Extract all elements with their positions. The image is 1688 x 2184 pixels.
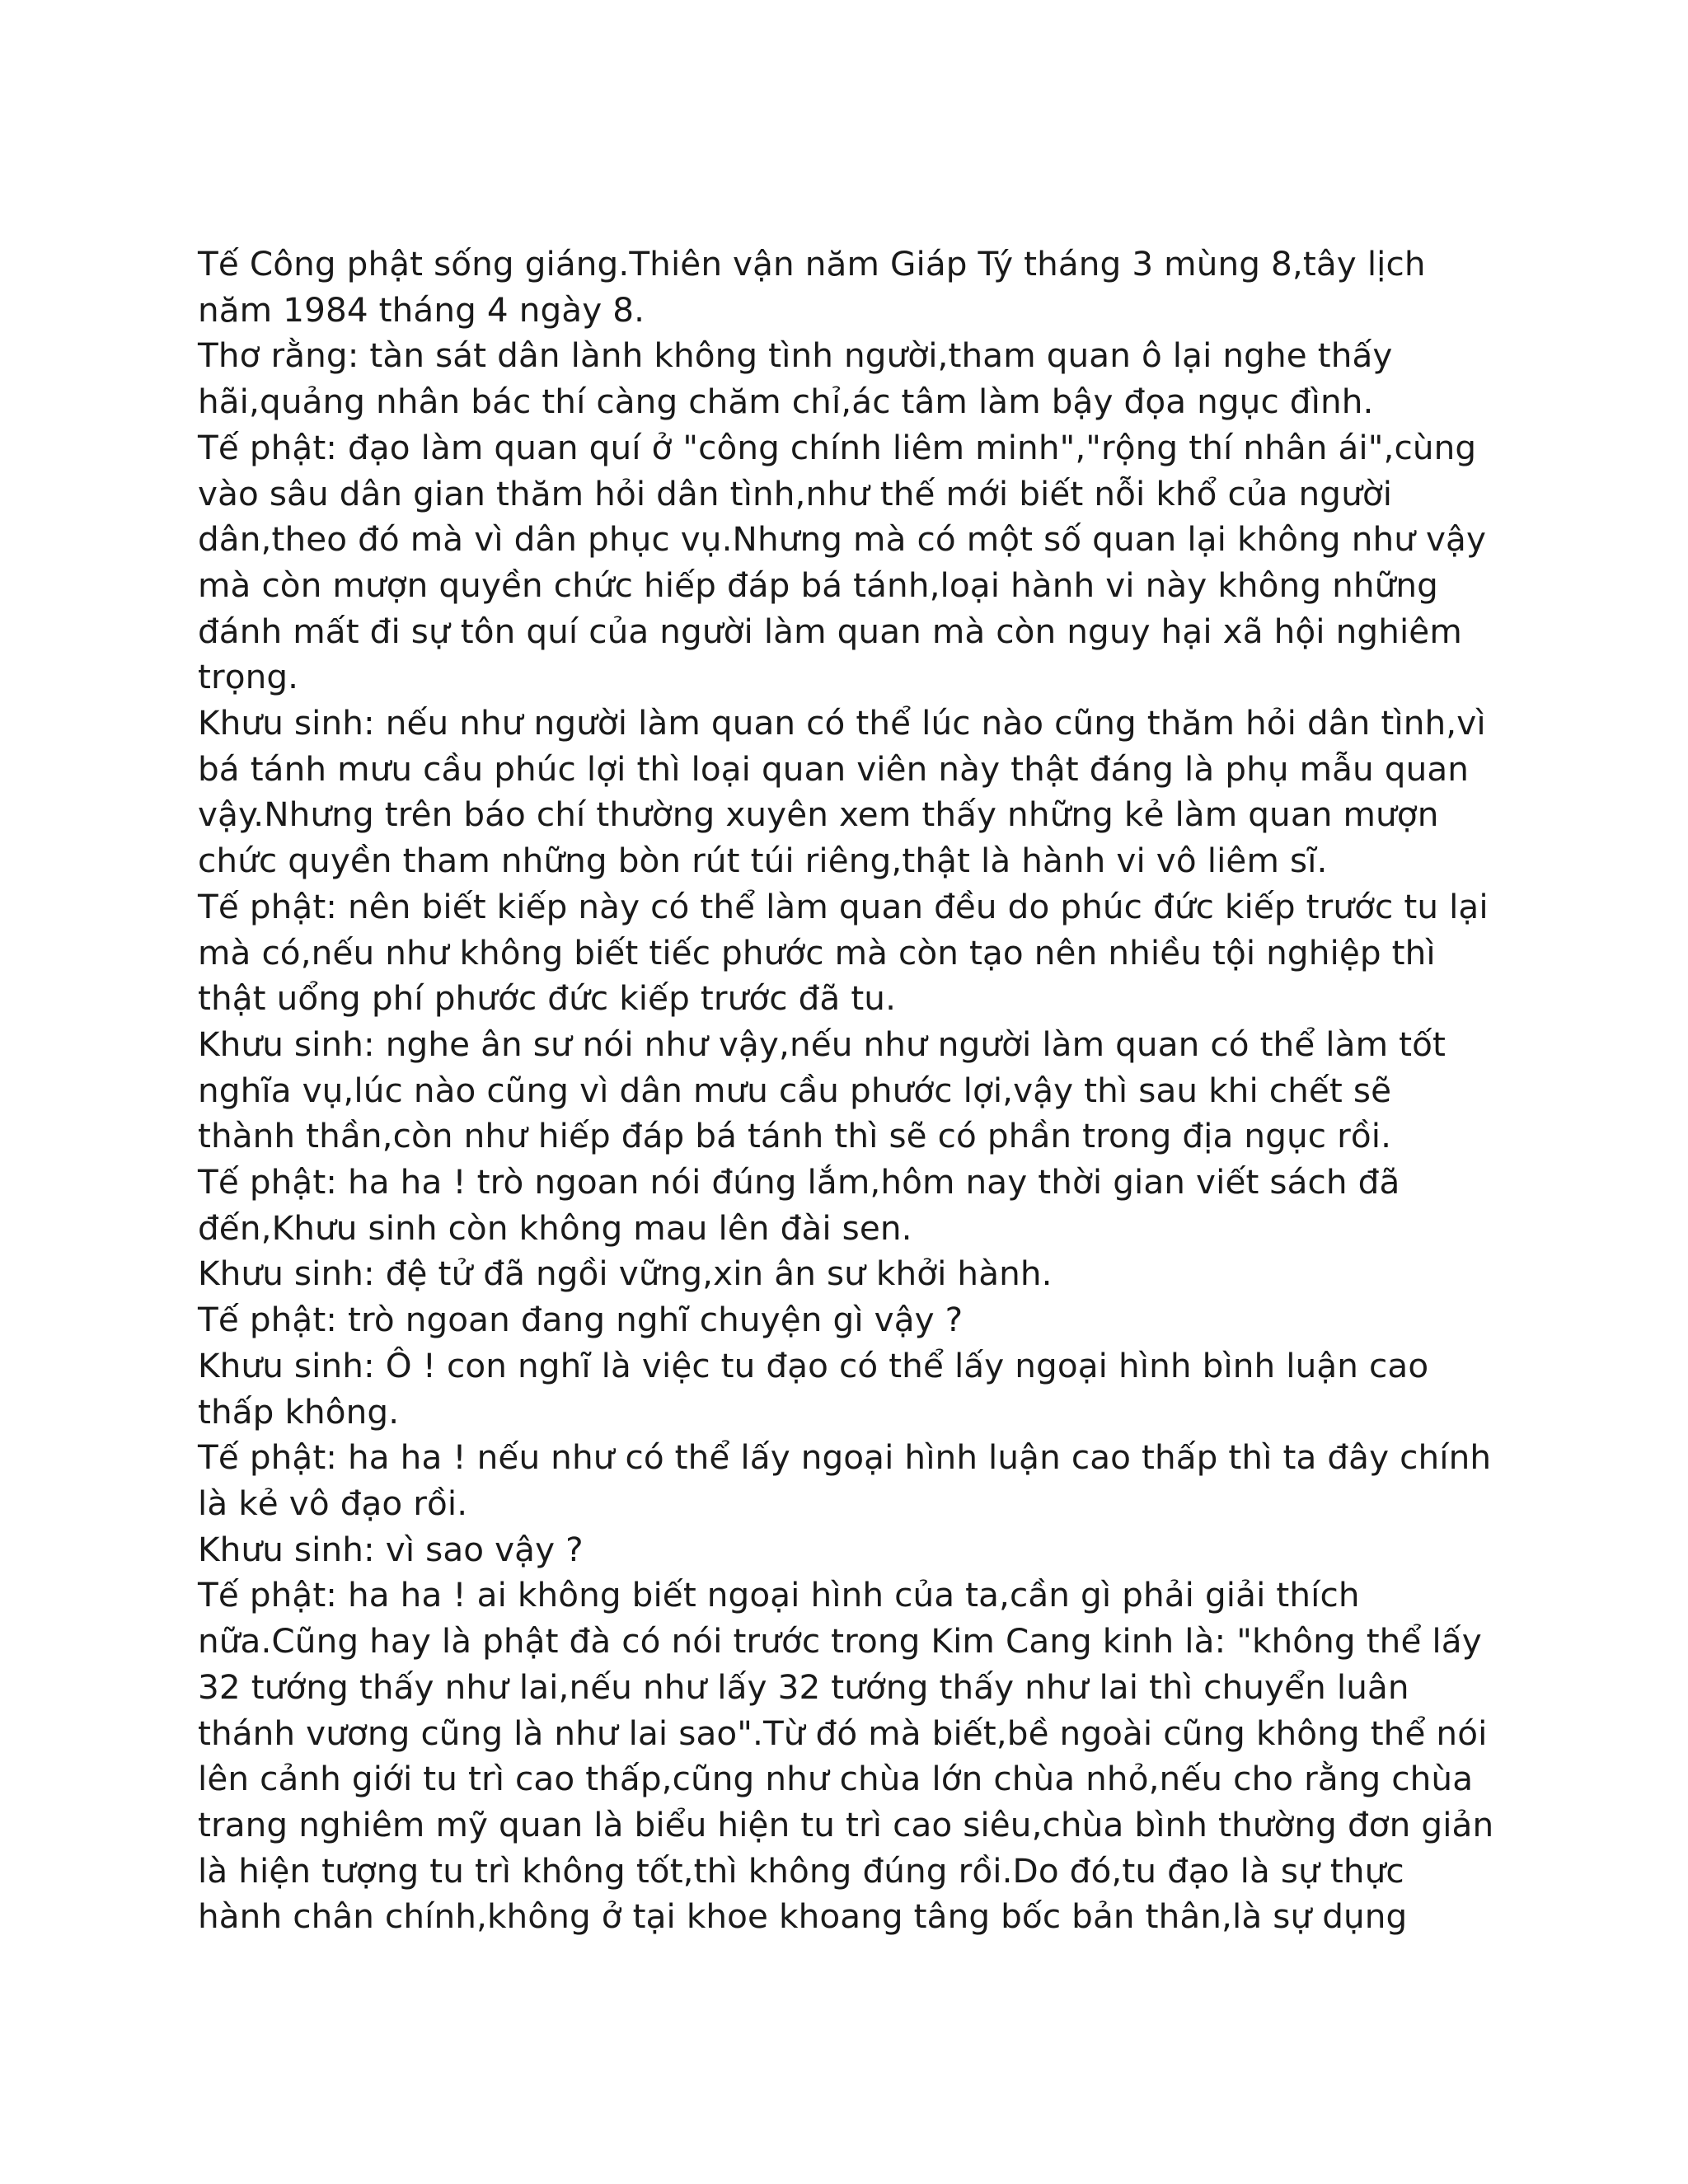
text-line: Khưu sinh: vì sao vậy ? (198, 1529, 584, 1569)
text-line: Khưu sinh: đệ tử đã ngồi vững,xin ân sư khởi hành. (198, 1254, 1053, 1294)
text-line: hành chân chính,không ở tại khoe khoang tâng bốc bản thân,là sự dụng (198, 1896, 1408, 1937)
text-line: năm 1984 tháng 4 ngày 8. (198, 289, 645, 330)
text-line: Tế phật: ha ha ! trò ngoan nói đúng lắm,hôm nay thời gian viết sách đã (198, 1162, 1400, 1202)
text-line: nữa.Cũng hay là phật đà có nói trước trong Kim Cang kinh là: "không thể lấy (198, 1621, 1482, 1661)
text-line: Tế phật: ha ha ! nếu như có thể lấy ngoại hình luận cao thấp thì ta đây chính (198, 1437, 1492, 1478)
text-line: bá tánh mưu cầu phúc lợi thì loại quan viên này thật đáng là phụ mẫu quan (198, 748, 1470, 789)
text-line: chức quyền tham những bòn rút túi riêng,thật là hành vi vô liêm sĩ. (198, 841, 1328, 881)
text-line: đánh mất đi sự tôn quí của người làm quan mà còn nguy hại xã hội nghiêm (198, 611, 1462, 651)
text-line: là hiện tượng tu trì không tốt,thì không đúng rồi.Do đó,tu đạo là sự thực (198, 1850, 1404, 1891)
text-line: Khưu sinh: nếu như người làm quan có thể lúc nào cũng thăm hỏi dân tình,vì (198, 703, 1486, 743)
text-line: mà có,nếu như không biết tiếc phước mà còn tạo nên nhiều tội nghiệp thì (198, 932, 1436, 972)
text-line: là kẻ vô đạo rồi. (198, 1483, 468, 1523)
text-line: vào sâu dân gian thăm hỏi dân tình,như thế mới biết nỗi khổ của người (198, 473, 1393, 513)
text-line: trang nghiêm mỹ quan là biểu hiện tu trì cao siêu,chùa bình thường đơn giản (198, 1804, 1494, 1844)
body-text (198, 241, 1500, 1940)
text-line: Tế phật: trò ngoan đang nghĩ chuyện gì vậy ? (198, 1300, 964, 1340)
text-line: mà còn mượn quyền chức hiếp đáp bá tánh,loại hành vi này không những (198, 565, 1438, 605)
text-line: thành thần,còn như hiếp đáp bá tánh thì sẽ có phần trong địa ngục rồi. (198, 1116, 1392, 1156)
text-line: Thơ rằng: tàn sát dân lành không tình người,tham quan ô lại nghe thấy (198, 335, 1393, 376)
text-line: Tế phật: nên biết kiếp này có thể làm quan đều do phúc đức kiếp trước tu lại (198, 886, 1489, 926)
text-line: hãi,quảng nhân bác thí càng chăm chỉ,ác tâm làm bậy đọa ngục đình. (198, 382, 1374, 422)
text-line: Tế phật: ha ha ! ai không biết ngoại hình của ta,cần gì phải giải thích (198, 1575, 1360, 1615)
text-line: đến,Khưu sinh còn không mau lên đài sen. (198, 1207, 912, 1248)
text-line: nghĩa vụ,lúc nào cũng vì dân mưu cầu phước lợi,vậy thì sau khi chết sẽ (198, 1070, 1392, 1110)
text-line: dân,theo đó mà vì dân phục vụ.Nhưng mà có một số quan lại không như vậy (198, 519, 1487, 560)
text-line: lên cảnh giới tu trì cao thấp,cũng như chùa lớn chùa nhỏ,nếu cho rằng chùa (198, 1759, 1474, 1799)
text-line: thật uổng phí phước đức kiếp trước đã tu. (198, 978, 897, 1019)
text-line: thấp không. (198, 1391, 400, 1432)
text-line: Tế phật: đạo làm quan quí ở "công chính liêm minh","rộng thí nhân ái",cùng (198, 427, 1477, 467)
text-line: trọng. (198, 657, 299, 697)
text-line: 32 tướng thấy như lai,nếu như lấy 32 tướng thấy như lai thì chuyển luân (198, 1666, 1409, 1707)
text-line: Khưu sinh: Ô ! con nghĩ là việc tu đạo có thể lấy ngoại hình bình luận cao (198, 1345, 1429, 1385)
text-line: thánh vương cũng là như lai sao".Từ đó mà biết,bề ngoài cũng không thể nói (198, 1713, 1488, 1753)
text-line: Khưu sinh: nghe ân sư nói như vậy,nếu như người làm quan có thể làm tốt (198, 1024, 1446, 1064)
text-line: Tế Công phật sống giáng.Thiên vận năm Giáp Tý tháng 3 mùng 8,tây lịch (198, 244, 1426, 284)
text-line: vậy.Nhưng trên báo chí thường xuyên xem thấy những kẻ làm quan mượn (198, 794, 1439, 835)
